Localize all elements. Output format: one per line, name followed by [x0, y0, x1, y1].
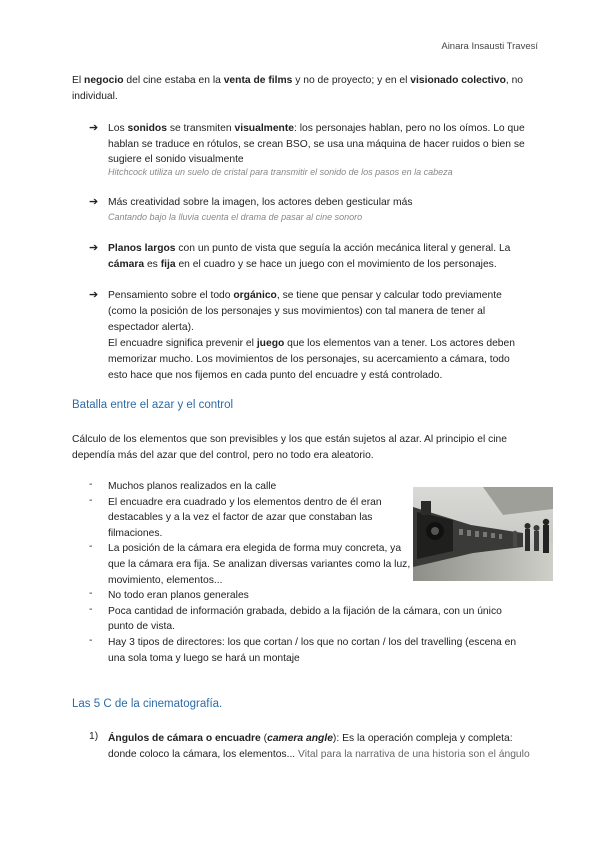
bullet-2-note: Cantando bajo la lluvia cuenta el drama de pasar al cine sonoro [108, 212, 363, 222]
intro-line-1: El negocio del cine estaba en la venta de films y no de proyecto; y en el visionado colectivo, no [72, 75, 524, 86]
bullet-4-line-5: memorizar mucho. Los movimientos de los personajes, su acercamiento a cámara, todo [108, 354, 510, 365]
dash-list-item-line: movimiento, elementos... [108, 574, 223, 586]
dash-bullet: - [89, 588, 93, 600]
dash-list-item-line: filmaciones. [108, 527, 163, 539]
bullet-4-line-2: (como la posición de los personajes y sus movimientos) con tal manera de tener al [108, 306, 486, 317]
dash-list-item-line: No todo eran planos generales [108, 590, 249, 602]
bullet-2-line-1: Más creatividad sobre la imagen, los actores deben gesticular más [108, 197, 413, 208]
arrow-bullet-icon: ➔ [89, 289, 99, 301]
bullet-4-line-3: espectador alerta). [108, 322, 194, 333]
arrow-bullet-icon: ➔ [89, 122, 99, 134]
dash-list-item-line: El encuadre era cuadrado y los elementos dentro de él eran [108, 496, 382, 508]
dash-list-item-line: punto de vista. [108, 621, 175, 633]
dash-list-item-line: destacables y a la vez el factor de azar que constaban las [108, 512, 373, 524]
section-2-line-2: donde coloco la cámara, los elementos... Vital para la narrativa de una historia son el ángulo [108, 749, 530, 760]
section-heading: Las 5 C de la cinematografía. [72, 698, 223, 710]
section-1-para-line-2: dependía más del azar que del control, pero no todo era aleatorio. [72, 450, 374, 461]
bullet-4-line-4: El encuadre significa prevenir el juego que los elementos van a tener. Los actores deben [108, 338, 515, 349]
arrow-bullet-icon: ➔ [89, 242, 99, 254]
dash-bullet: - [89, 541, 93, 553]
dash-list-item-line: La posición de la cámara era elegida de forma muy concreta, ya [108, 543, 402, 555]
section-1-para-line-1: Cálculo de los elementos que son previsibles y los que están sujetos al azar. Al principio el cine [72, 434, 508, 445]
section-2-line-1: Ángulos de cámara o encuadre (camera angle): Es la operación compleja y completa: [108, 733, 513, 744]
dash-bullet: - [89, 603, 93, 615]
section-heading: Batalla entre el azar y el control [72, 399, 234, 411]
bullet-1-line-3: sugiere el sonido visualmente [108, 154, 244, 165]
list-number: 1) [89, 731, 99, 742]
bullet-1-line-2: hablan se traduce en rótulos, se crean BSO, se usa una máquina de hacer ruidos o bien se [108, 139, 525, 150]
dash-bullet: - [89, 479, 93, 490]
dash-list-item-line: Hay 3 tipos de directores: los que cortan / los que no cortan / los del travelling (escena en [108, 637, 517, 648]
dash-list-item-line: Muchos planos realizados en la calle [108, 481, 277, 492]
intro-line-2: individual. [72, 91, 118, 102]
dash-list-item-line: una sola toma y luego se hará un montaje [108, 652, 300, 664]
dash-bullet: - [89, 494, 93, 506]
bullet-1-line-1: Los sonidos se transmiten visualmente: los personajes hablan, pero no los oímos. Lo que [108, 123, 525, 134]
dash-list-item-line: Poca cantidad de información grabada, debido a la fijación de la cámara, con un único [108, 605, 502, 617]
train-station-photo [413, 487, 553, 581]
bullet-4-line-6: esto hace que nos fijemos en cada punto del encuadre y está controlado. [108, 370, 443, 381]
bullet-1-note: Hitchcock utiliza un suelo de cristal para transmitir el sonido de los pasos en la cabeza [108, 167, 453, 177]
bullet-4-line-1: Pensamiento sobre el todo orgánico, se tiene que pensar y calcular todo previamente [108, 290, 502, 301]
arrow-bullet-icon: ➔ [89, 196, 99, 208]
bullet-3-line-1: Planos largos con un punto de vista que seguía la acción mecánica literal y general. La [108, 243, 511, 254]
dash-bullet: - [89, 635, 93, 646]
bullet-3-line-2: cámara es fija en el cuadro y se hace un juego con el movimiento de los personajes. [108, 259, 497, 270]
author-name: Ainara Insausti Travesí [441, 41, 538, 52]
dash-list-item-line: que la cámara era fija. Se analizan diversas variantes como la luz, [108, 559, 411, 570]
